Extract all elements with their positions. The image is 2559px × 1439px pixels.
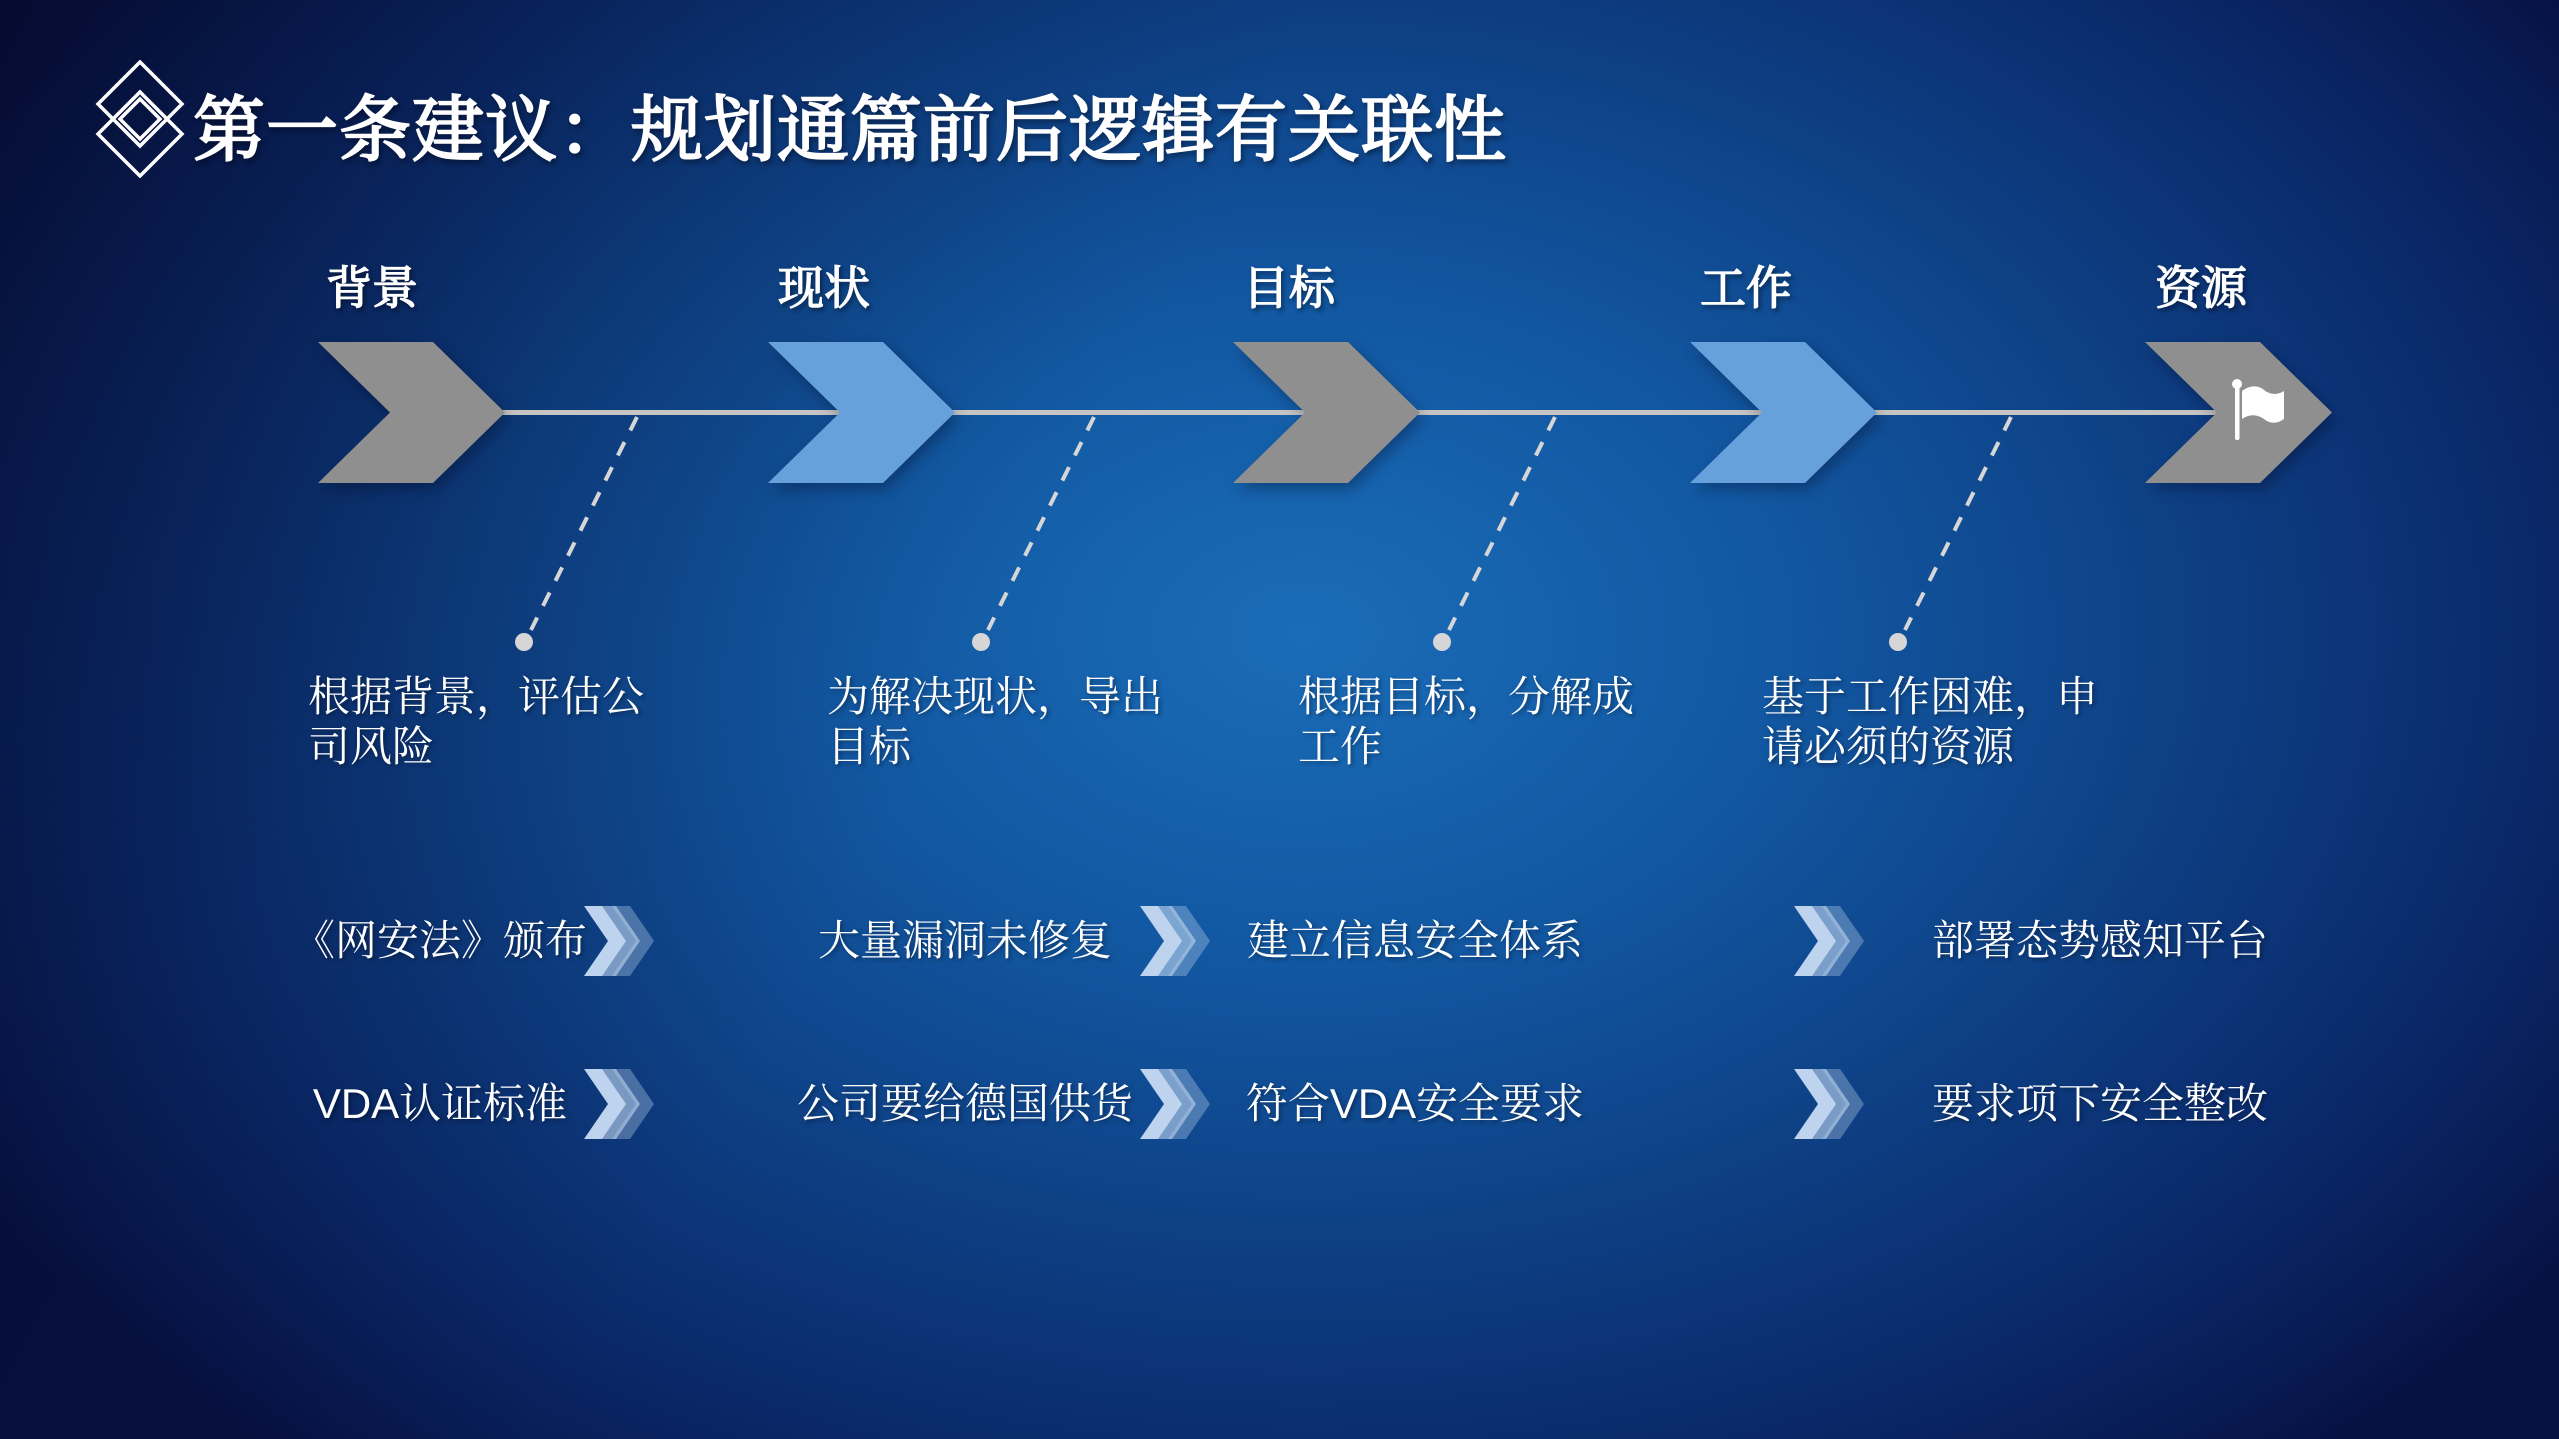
flow1-item2: 大量漏洞未修复: [817, 917, 1112, 964]
flow1-item3: 建立信息安全体系: [1246, 917, 1583, 964]
double-chevron-icon: [1140, 1067, 1212, 1141]
double-chevron-icon: [584, 1067, 656, 1141]
stage-chevron-resource: [2145, 342, 2332, 483]
stage-label-resource: 资源: [2155, 262, 2247, 314]
stage-label-background: 背景: [326, 262, 418, 314]
flow2-item3: 符合VDA安全要求: [1245, 1080, 1585, 1127]
note-goal: 根据目标，分解成工作: [1298, 673, 1635, 770]
note-background: 根据背景，评估公司风险: [308, 673, 645, 770]
flow1-item4: 部署态势感知平台: [1931, 917, 2268, 964]
stage-label-status: 现状: [778, 262, 870, 314]
stage-label-goal: 目标: [1243, 262, 1335, 314]
note-status: 为解决现状，导出目标: [827, 673, 1164, 770]
flow2-item1: VDA认证标准: [312, 1080, 568, 1127]
flow2-item2: 公司要给德国供货: [796, 1080, 1133, 1127]
double-chevron-icon: [1794, 904, 1866, 978]
double-chevron-icon: [1794, 1067, 1866, 1141]
double-chevron-icon: [1140, 904, 1212, 978]
flow1-item1: 《网安法》颁布: [292, 917, 587, 964]
slide-title: 第一条建议：规划通篇前后逻辑有关联性: [193, 91, 1508, 171]
flag-icon: [2231, 378, 2287, 446]
double-chevron-icon: [584, 904, 656, 978]
flow2-item4: 要求项下安全整改: [1931, 1080, 2268, 1127]
note-resource: 基于工作困难，申请必须的资源: [1762, 673, 2099, 770]
stage-label-work: 工作: [1700, 262, 1792, 314]
